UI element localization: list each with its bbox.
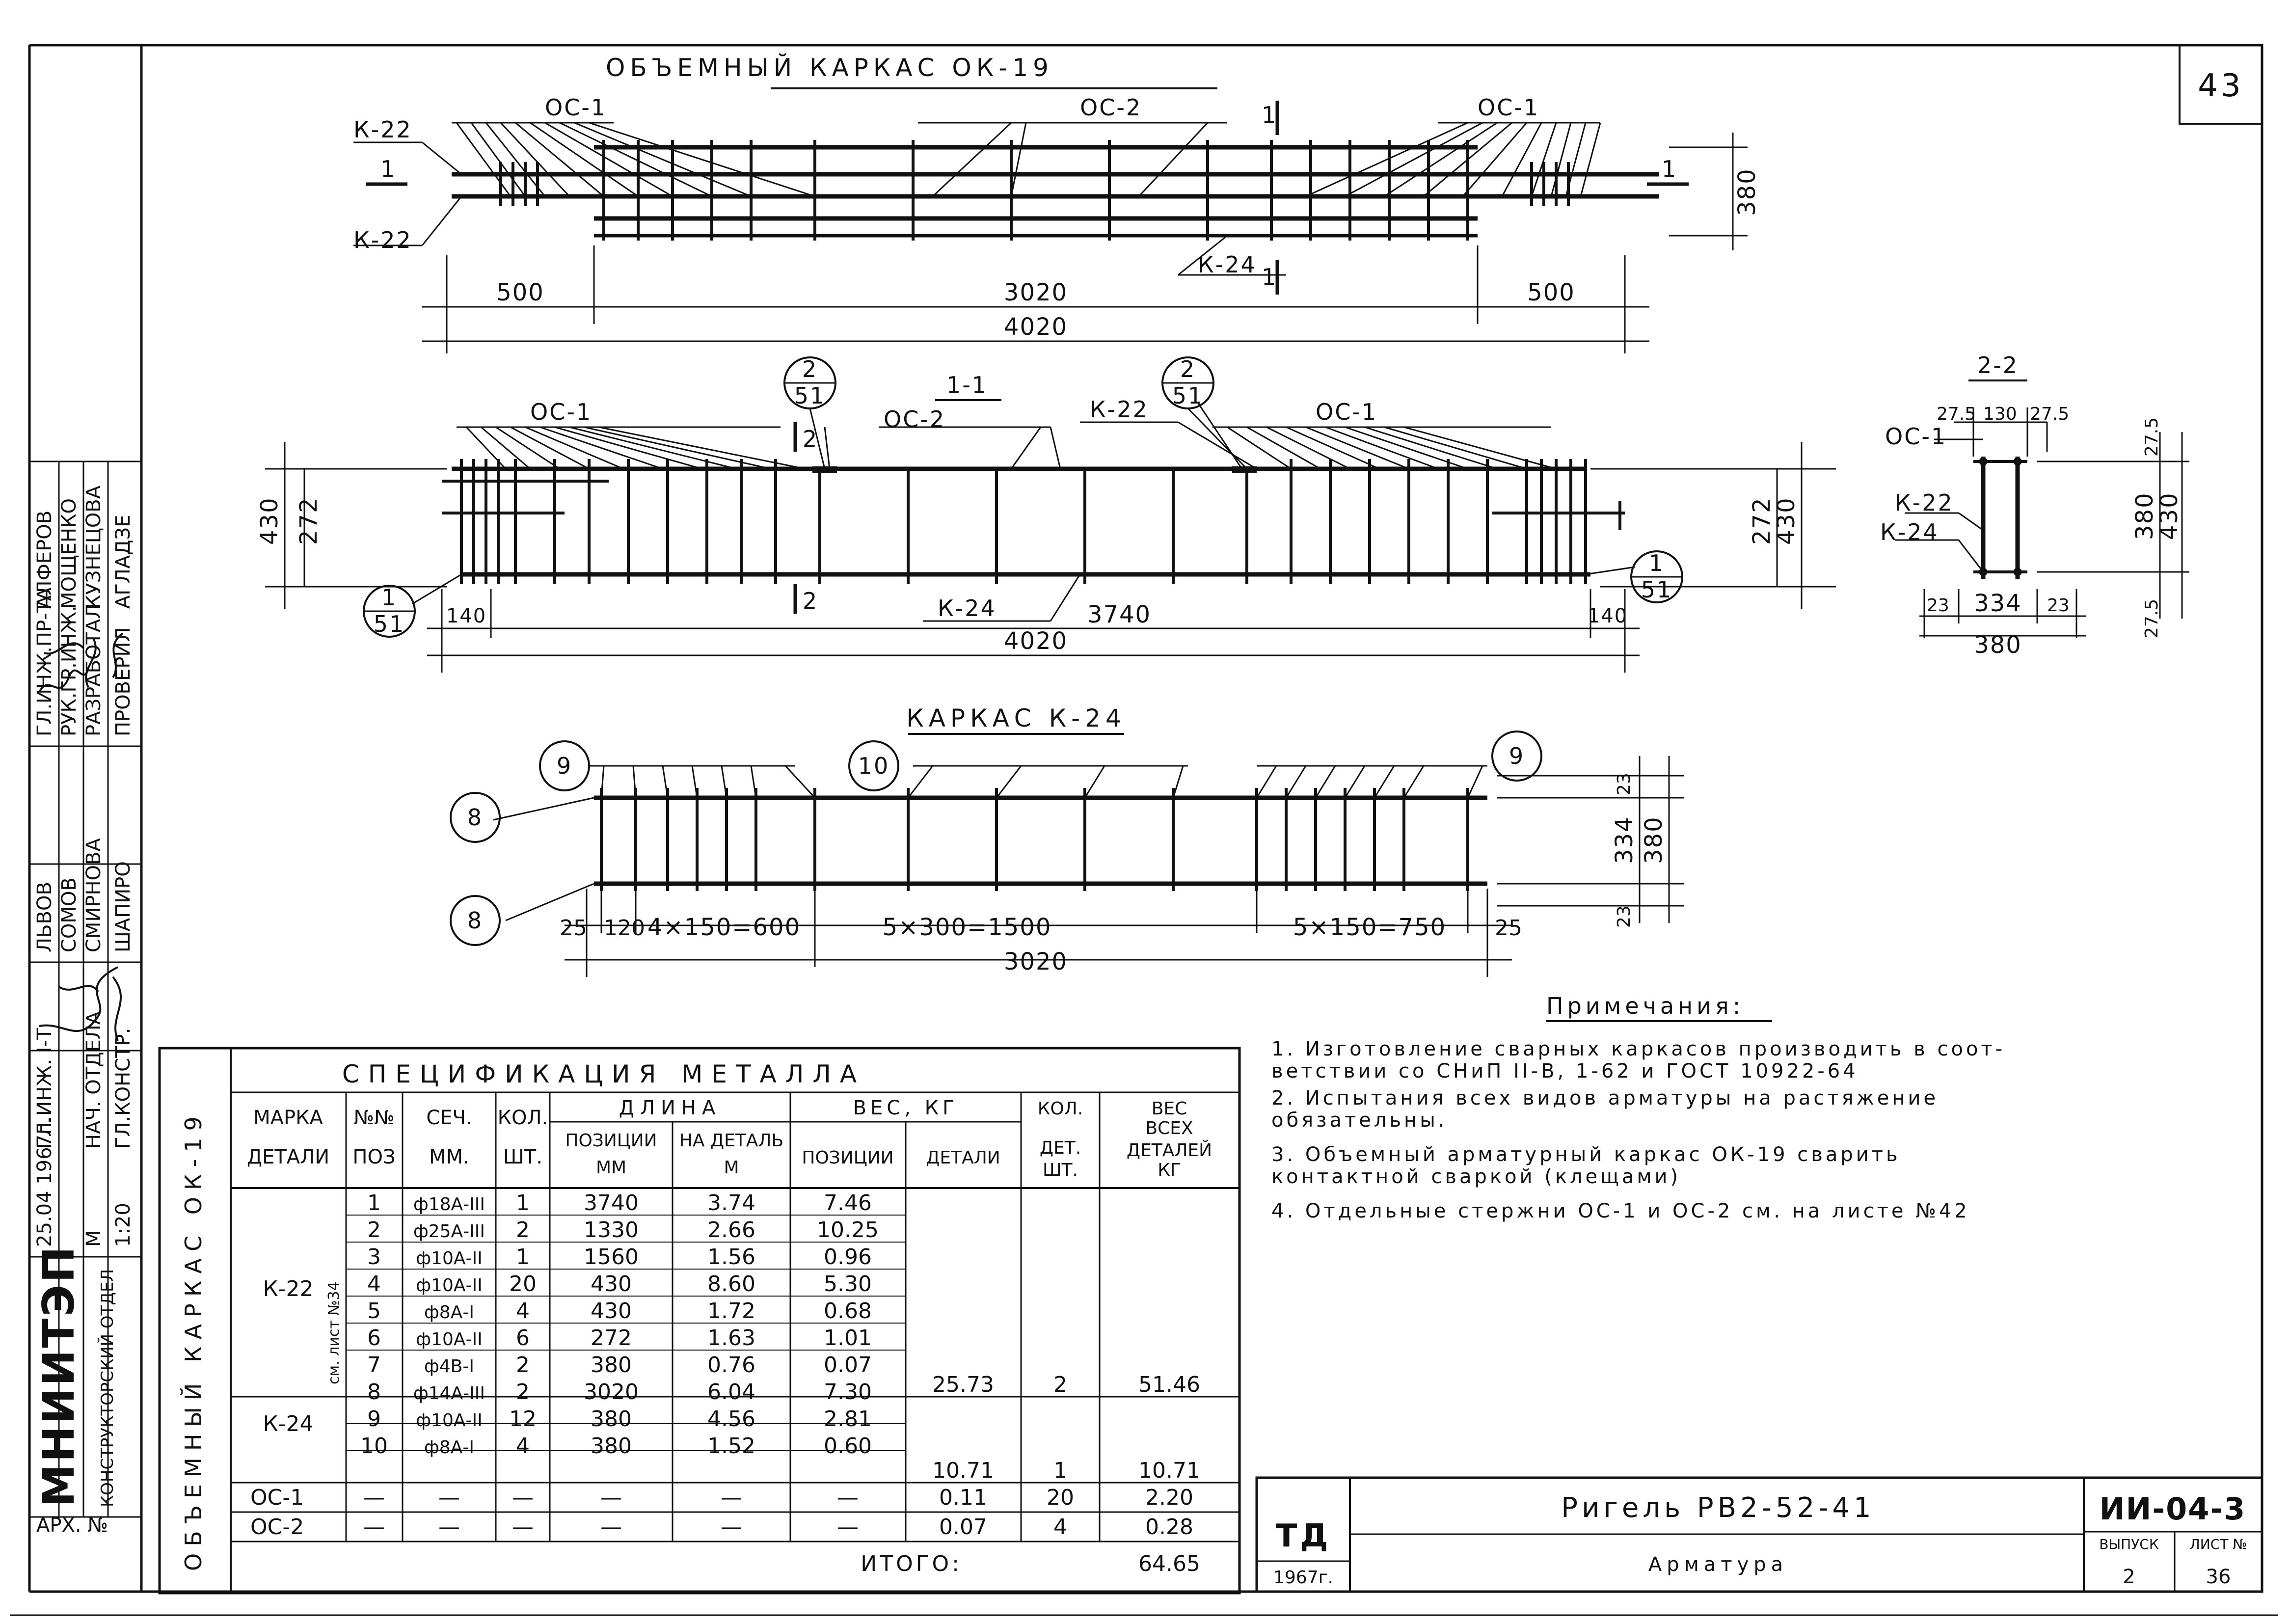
dim-value: 140 (446, 605, 487, 627)
org-abbr: ТД (1275, 1518, 1331, 1554)
note-line: ветствии со СНиП II-В, 1-62 и ГОСТ 10922-64 (1271, 1060, 1859, 1083)
os-weight: 0.07 (939, 1515, 987, 1540)
dash-cell: — (837, 1515, 859, 1540)
note-line: 2. Испытания всех видов арматуры на растяжение (1271, 1087, 1939, 1110)
sheet-reference: см. лист №34 (325, 1281, 343, 1384)
dim-value: 5×300=1500 (882, 914, 1052, 941)
dash-cell: — (721, 1515, 742, 1540)
role-label: ГЛ.КОНСТР. (112, 1028, 135, 1149)
dim-value: 430 (1773, 497, 1800, 545)
col-header: ВЕС (1151, 1099, 1187, 1119)
col-header: М (724, 1158, 739, 1178)
spec-cell: 1.01 (824, 1326, 872, 1351)
dim-value: 380 (2131, 492, 2158, 540)
col-header: ВСЕХ (1145, 1118, 1193, 1138)
note-line: 4. Отдельные стержни ОС-1 и ОС-2 см. на листе №42 (1271, 1200, 1970, 1222)
rebar-label: ОС-2 (1080, 94, 1142, 121)
dash-cell: — (512, 1515, 534, 1540)
name-label: МОЩЕНКО (58, 498, 81, 609)
spec-cell: 10 (360, 1434, 388, 1459)
spec-cell: 7 (367, 1353, 381, 1378)
dim-value: 500 (1527, 279, 1575, 306)
name-label: ЛЬВОВ (33, 882, 56, 952)
spec-cell: ф4В-I (424, 1356, 474, 1377)
callout-num: 1 (381, 584, 398, 611)
callout-num: 8 (467, 907, 484, 934)
os-total: 2.20 (1145, 1485, 1193, 1510)
group-count: 1 (1053, 1458, 1067, 1483)
k24-title: КАРКАС К-24 (906, 704, 1126, 732)
os-count: 4 (1053, 1515, 1067, 1540)
spec-cell: 1560 (584, 1245, 639, 1270)
note-line: 1. Изготовление сварных каркасов производить в соот- (1271, 1038, 2006, 1060)
role-label: ПРОВЕРИЛ (112, 627, 135, 736)
dim-value: 23 (2047, 595, 2070, 616)
spec-cell: 380 (591, 1407, 632, 1432)
archive-label: АРХ. № (36, 1514, 108, 1537)
col-header: КОЛ. (1037, 1099, 1083, 1119)
col-header: ВЕС, КГ (853, 1097, 959, 1119)
dash-cell: — (363, 1485, 385, 1510)
spec-cell: ф10А-II (416, 1329, 483, 1350)
spec-cell: 0.96 (824, 1245, 872, 1270)
spec-cell: ф10А-II (416, 1248, 483, 1269)
frame-label: К-22 (353, 116, 412, 143)
spec-cell: 8.60 (707, 1272, 755, 1297)
rebar-label: ОС-1 (1478, 94, 1540, 121)
spec-cell: ф8А-I (424, 1437, 474, 1458)
os-marka: ОС-1 (250, 1485, 304, 1510)
dim-value: 23 (1614, 905, 1634, 928)
section-mark: 1 (380, 156, 397, 182)
spec-cell: 3 (367, 1245, 381, 1270)
spec-cell: 6 (516, 1326, 530, 1351)
callout-num: 2 (1180, 356, 1196, 382)
role-label: ГЛ.ИНЖ. I-Т (33, 1028, 56, 1149)
stamp-year: 1967г. (1273, 1568, 1333, 1588)
dim-total: 4020 (1003, 313, 1068, 341)
os-total: 0.28 (1145, 1515, 1193, 1540)
section-mark: 2 (803, 588, 819, 614)
issue-label: ВЫПУСК (2099, 1536, 2159, 1552)
col-header: ДЕТ. (1039, 1138, 1081, 1158)
spec-cell: ф8А-I (424, 1302, 474, 1323)
group-weight: 25.73 (932, 1372, 994, 1397)
dim-value: 27.5 (2142, 417, 2162, 457)
spec-title: СПЕЦИФИКАЦИЯ МЕТАЛЛА (342, 1060, 866, 1088)
dim-value: 430 (256, 497, 283, 545)
spec-cell: 1330 (584, 1218, 639, 1243)
section-mark: 1 (1262, 264, 1278, 290)
rebar-label: ОС-1 (545, 94, 607, 121)
frame-label: К-22 (353, 227, 412, 253)
dash-cell: — (438, 1515, 460, 1540)
col-header: КГ (1158, 1160, 1181, 1180)
spec-cell: 6 (367, 1326, 381, 1351)
spec-cell: 272 (591, 1326, 632, 1351)
section-mark: 1 (1262, 102, 1278, 128)
drawing-subtitle: Арматура (1648, 1553, 1788, 1576)
role-label: РАЗРАБОТАЛ (82, 604, 105, 736)
col-header: ДЛИНА (619, 1097, 722, 1119)
spec-cell: 2 (516, 1353, 530, 1378)
col-header: СЕЧ. (426, 1107, 472, 1129)
callout-num: 10 (858, 753, 890, 779)
spec-cell: 0.07 (824, 1353, 872, 1378)
callout-num: 1 (1648, 550, 1665, 576)
spec-cell: 3020 (584, 1380, 639, 1405)
spec-cell: 0.68 (824, 1299, 872, 1324)
drawing-code: ИИ-04-3 (2099, 1491, 2246, 1527)
section-title: 1-1 (946, 372, 988, 398)
name-label: СОМОВ (58, 877, 81, 952)
callout-sheet: 51 (1172, 382, 1204, 409)
spec-cell: 4.56 (707, 1407, 755, 1432)
spec-cell: 4 (516, 1299, 530, 1324)
spec-cell: ф10А-II (416, 1275, 483, 1296)
scale-label: М (82, 1230, 105, 1247)
col-header: ДЕТАЛЕЙ (1126, 1140, 1212, 1161)
dash-cell: — (600, 1515, 622, 1540)
spec-cell: ф10А-II (416, 1410, 483, 1431)
notes-heading: Примечания: (1546, 993, 1745, 1019)
col-header: КОЛ. (497, 1107, 548, 1129)
note-line: обязательны. (1271, 1109, 1448, 1132)
dash-cell: — (438, 1485, 460, 1510)
callout-num: 9 (1509, 743, 1525, 769)
dash-cell: — (512, 1485, 534, 1510)
spec-cell: 5 (367, 1299, 381, 1324)
spec-cell: 1.63 (707, 1326, 755, 1351)
spec-cell: 2.66 (707, 1218, 755, 1243)
dim-value: 27.5 (2030, 404, 2070, 424)
dim-value: 27.5 (1937, 404, 1976, 424)
dim-value: 380 (1640, 816, 1668, 864)
dim-value: 272 (1748, 497, 1776, 545)
group-count: 2 (1053, 1372, 1067, 1397)
dim-value: 140 (1587, 605, 1628, 627)
spec-cell: 380 (591, 1353, 632, 1378)
name-label: КУЗНЕЦОВА (82, 485, 105, 609)
spec-cell: ф18А-III (413, 1194, 485, 1215)
group-weight: 10.71 (932, 1458, 994, 1483)
total-label: ИТОГО: (861, 1551, 962, 1576)
total-value: 64.65 (1138, 1551, 1200, 1576)
name-label: СМИРНОВА (82, 838, 105, 952)
frame-label: К-22 (1090, 396, 1149, 423)
spec-table (160, 1048, 1239, 1593)
group-total: 51.46 (1138, 1372, 1200, 1397)
spec-cell: 7.30 (824, 1380, 872, 1405)
col-header: ПОЗ (352, 1146, 396, 1168)
date-label: 25.04 1967г. (33, 1118, 56, 1247)
sheet-value: 36 (2206, 1566, 2231, 1588)
role-label: ГЛ.ИНЖ.ПР-ТА (33, 587, 56, 736)
spec-cell: 8 (367, 1380, 381, 1405)
os-count: 20 (1047, 1485, 1074, 1510)
dim-value: 272 (295, 497, 323, 545)
spec-cell: 1 (516, 1245, 530, 1270)
col-header: ШТ. (503, 1146, 542, 1168)
spec-cell: 2 (516, 1380, 530, 1405)
detail-marka: К-24 (263, 1411, 314, 1436)
spec-side-title: ОБЪЕМНЫЙ КАРКАС ОК-19 (180, 1110, 207, 1571)
col-header: ШТ. (1043, 1160, 1078, 1180)
section-title: 2-2 (1977, 352, 2019, 379)
name-label: АГЛАДЗЕ (112, 514, 135, 609)
col-header: ПОЗИЦИИ (802, 1148, 894, 1168)
role-label: РУК.ГР.ИНЖ. (58, 605, 81, 736)
spec-cell: 2 (516, 1218, 530, 1243)
spec-cell: 430 (591, 1272, 632, 1297)
section-mark: 2 (803, 426, 819, 452)
dim-value: 430 (2155, 492, 2183, 540)
spec-cell: 1.56 (707, 1245, 755, 1270)
dim-total: 380 (1974, 631, 2022, 659)
spec-cell: 4 (516, 1434, 530, 1459)
col-header: ДЕТАЛИ (246, 1146, 330, 1168)
spec-cell: 10.25 (817, 1218, 879, 1243)
main-title: ОБЪЕМНЫЙ КАРКАС ОК-19 (606, 54, 1053, 82)
dim-value: 4×150=600 (647, 914, 801, 941)
dim-value: 23 (1614, 773, 1634, 795)
rebar-label: ОС-1 (1316, 399, 1378, 425)
issue-value: 2 (2123, 1566, 2135, 1588)
dim-total: 3020 (1003, 948, 1068, 975)
col-header: ДЕТАЛИ (926, 1148, 1000, 1168)
callout-num: 8 (467, 804, 484, 831)
callout-sheet: 51 (1641, 576, 1673, 603)
spec-cell: 1 (516, 1191, 530, 1216)
spec-cell: 4 (367, 1272, 381, 1297)
col-header: МАРКА (253, 1107, 323, 1129)
dim-value: 27.5 (2142, 598, 2162, 638)
spec-cell: 1 (367, 1191, 381, 1216)
name-label: ШАПИРО (112, 861, 135, 952)
spec-cell: 3740 (584, 1191, 639, 1216)
spec-cell: 380 (591, 1434, 632, 1459)
department-label: КОНСТРУКТОРСКИЙ ОТДЕЛ (98, 1269, 117, 1507)
callout-num: 9 (556, 753, 573, 779)
callout-sheet: 51 (794, 382, 826, 409)
dim-value: 120 (604, 916, 645, 941)
sheet-label: ЛИСТ № (2189, 1536, 2247, 1552)
dim-value: 3740 (1087, 601, 1152, 628)
dash-cell: — (721, 1485, 742, 1510)
frame-label: К-22 (1895, 489, 1954, 516)
spec-cell: 430 (591, 1299, 632, 1324)
section-mark: 1 (1662, 156, 1678, 182)
os-marka: ОС-2 (250, 1515, 304, 1540)
dim-total: 4020 (1003, 627, 1068, 655)
spec-cell: 9 (367, 1407, 381, 1432)
spec-cell: 0.76 (707, 1353, 755, 1378)
scale-value: 1:20 (112, 1203, 135, 1247)
col-header: ММ. (429, 1146, 469, 1168)
dim-value: 334 (1974, 590, 2022, 617)
dash-cell: — (837, 1485, 859, 1510)
dim-value: 3020 (1003, 279, 1068, 306)
spec-cell: 0.60 (824, 1434, 872, 1459)
dim-value: 25 (1495, 916, 1522, 941)
spec-cell: ф14А-III (413, 1383, 485, 1404)
frame-label: К-24 (1198, 251, 1257, 278)
col-header: №№ (353, 1107, 395, 1129)
dash-cell: — (600, 1485, 622, 1510)
frame-label: К-24 (938, 595, 997, 622)
spec-cell: 1.72 (707, 1299, 755, 1324)
dim-value: 334 (1611, 816, 1638, 864)
dim-value: 130 (1983, 404, 2017, 424)
callout-num: 2 (802, 356, 818, 382)
role-label: НАЧ. ОТДЕЛА (82, 1011, 105, 1149)
dash-cell: — (363, 1515, 385, 1540)
note-line: 3. Объемный арматурный каркас ОК-19 сварить (1271, 1143, 1901, 1166)
height-dim: 380 (1733, 168, 1761, 216)
spec-cell: 6.04 (707, 1380, 755, 1405)
drawing-name: Ригель РВ2-52-41 (1561, 1492, 1875, 1524)
rebar-label: ОС-2 (884, 406, 946, 433)
spec-rows (263, 1191, 879, 1459)
rebar-label: ОС-1 (530, 399, 593, 425)
callout-sheet: 51 (373, 611, 405, 637)
col-header: НА ДЕТАЛЬ (679, 1131, 784, 1151)
col-header: ПОЗИЦИИ (565, 1131, 657, 1151)
detail-marka: К-22 (263, 1276, 314, 1301)
dim-value: 23 (1927, 595, 1949, 616)
spec-cell: 2.81 (824, 1407, 872, 1432)
dim-value: 500 (496, 279, 544, 306)
rebar-label: ОС-1 (1885, 423, 1947, 450)
col-header: ММ (595, 1158, 627, 1178)
os-weight: 0.11 (939, 1485, 987, 1510)
org-name: МНИИТЭП (33, 1245, 84, 1507)
note-line: контактной сваркой (клещами) (1271, 1165, 1681, 1188)
frame-label: К-24 (1880, 519, 1939, 545)
spec-cell: 3.74 (707, 1191, 755, 1216)
dim-value: 5×150=750 (1293, 914, 1447, 941)
spec-cell: 1.52 (707, 1434, 755, 1459)
spec-cell: 5.30 (824, 1272, 872, 1297)
dim-value: 25 (560, 916, 587, 941)
spec-cell: 12 (509, 1407, 537, 1432)
spec-cell: ф25А-III (413, 1221, 485, 1242)
spec-cell: 20 (509, 1272, 537, 1297)
spec-cell: 2 (367, 1218, 381, 1243)
group-total: 10.71 (1138, 1458, 1200, 1483)
page-number: 43 (2198, 68, 2244, 104)
name-label: АЛФЕРОВ (33, 510, 56, 609)
spec-cell: 7.46 (824, 1191, 872, 1216)
